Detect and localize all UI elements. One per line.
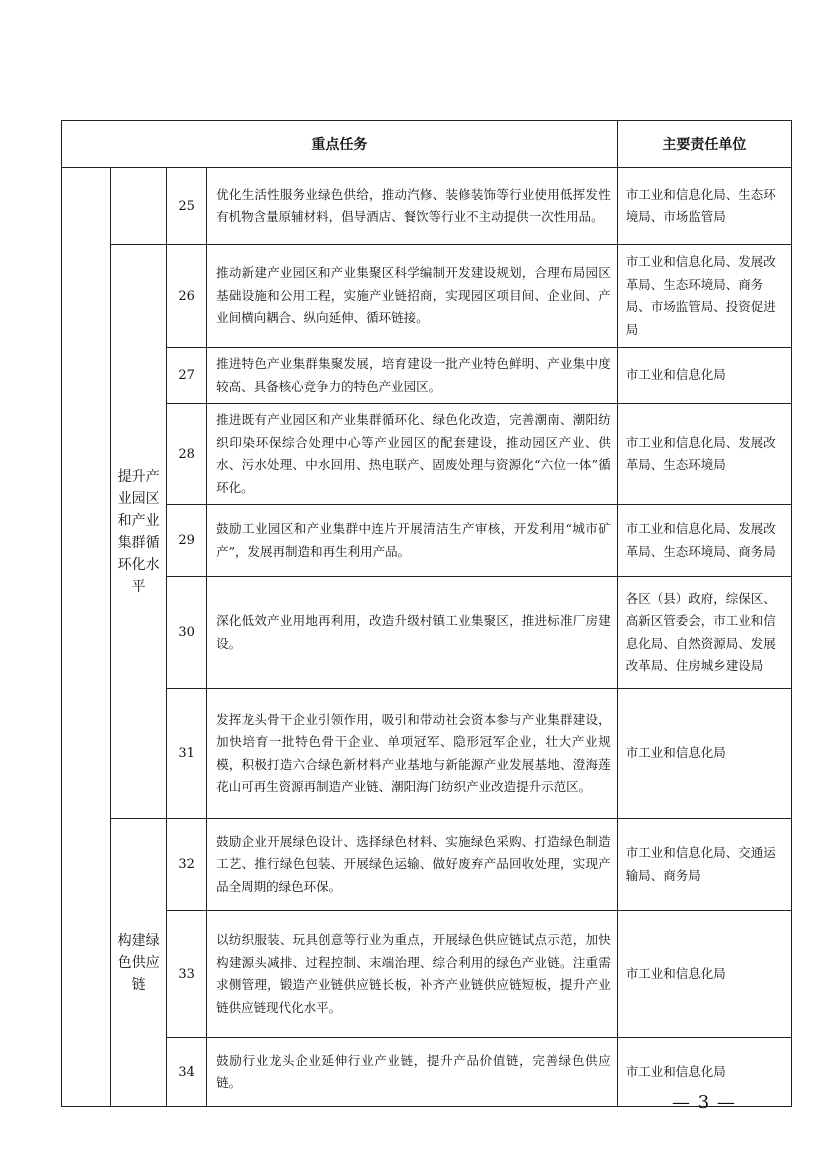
task-cell: 推动新建产业园区和产业集聚区科学编制开发建设规划，合理布局园区基础设施和公用工程，实施产业链招商，实现园区项目间、企业间、产业间横向耦合、纵向延伸、循环链接。 [207, 245, 618, 348]
row-number: 26 [167, 245, 207, 348]
unit-cell: 市工业和信息化局、发展改革局、生态环境局、商务局、市场监管局、投资促进局 [617, 245, 791, 348]
task-cell: 优化生活性服务业绿色供给，推动汽修、装修装饰等行业使用低挥发性有机物含量原辅材料，倡导酒店、餐饮等行业不主动提供一次性用品。 [207, 168, 618, 245]
row-number: 32 [167, 819, 207, 911]
task-table [61, 120, 792, 1107]
row-number: 28 [167, 404, 207, 505]
row-number: 34 [167, 1038, 207, 1107]
page-number: — 3 — [672, 1092, 736, 1113]
row-number: 27 [167, 348, 207, 404]
unit-cell: 市工业和信息化局 [617, 348, 791, 404]
category-cell: 提升产业园区和产业集群循环化水平 [111, 245, 167, 819]
table-header-row [62, 121, 792, 168]
task-cell: 发挥龙头骨干企业引领作用，吸引和带动社会资本参与产业集群建设，加快培育一批特色骨干企业、单项冠军、隐形冠军企业，壮大产业规模，积极打造六合绿色新材料产业基地与新能源产业发展基地、澄海莲花山可再生资源再制造产业链、潮阳海门纺织产业改造提升示范区。 [207, 689, 618, 819]
table-row [62, 348, 792, 404]
table-row [62, 245, 792, 348]
table-row [62, 819, 792, 911]
table-row [62, 505, 792, 577]
task-cell: 以纺织服装、玩具创意等行业为重点，开展绿色供应链试点示范，加快构建源头减排、过程控制、末端治理、综合利用的绿色产业链。注重需求侧管理，锻造产业链供应链长板，补齐产业链供应链短板，提升产业链供应链现代化水平。 [207, 911, 618, 1038]
unit-cell: 市工业和信息化局、生态环境局、市场监管局 [617, 168, 791, 245]
row-number: 30 [167, 577, 207, 689]
task-cell: 鼓励企业开展绿色设计、选择绿色材料、实施绿色采购、打造绿色制造工艺、推行绿色包装、开展绿色运输、做好废弃产品回收处理，实现产品全周期的绿色环保。 [207, 819, 618, 911]
unit-cell: 市工业和信息化局、发展改革局、生态环境局 [617, 404, 791, 505]
unit-cell: 市工业和信息化局、发展改革局、生态环境局、商务局 [617, 505, 791, 577]
row-number: 29 [167, 505, 207, 577]
header-unit: 主要责任单位 [617, 121, 791, 168]
unit-cell: 市工业和信息化局 [617, 689, 791, 819]
task-cell: 鼓励行业龙头企业延伸行业产业链，提升产品价值链，完善绿色供应链。 [207, 1038, 618, 1107]
unit-cell: 各区（县）政府，综保区、高新区管委会，市工业和信息化局、自然资源局、发展改革局、住房城乡建设局 [617, 577, 791, 689]
unit-cell: 市工业和信息化局 [617, 911, 791, 1038]
table-row [62, 577, 792, 689]
unit-cell: 市工业和信息化局、交通运输局、商务局 [617, 819, 791, 911]
task-cell: 推进既有产业园区和产业集群循环化、绿色化改造，完善潮南、潮阳纺织印染环保综合处理中心等产业园区的配套建设，推动园区产业、供水、污水处理、中水回用、热电联产、固废处理与资源化“六位一体”循环化。 [207, 404, 618, 505]
table-row [62, 168, 792, 245]
table-row [62, 911, 792, 1038]
blank-column-cell [62, 168, 111, 1107]
task-cell: 推进特色产业集群集聚发展，培育建设一批产业特色鲜明、产业集中度较高、具备核心竞争力的特色产业园区。 [207, 348, 618, 404]
row-number: 25 [167, 168, 207, 245]
unit-cell: 市工业和信息化局 [617, 1038, 791, 1107]
header-task: 重点任务 [62, 121, 618, 168]
row-number: 33 [167, 911, 207, 1038]
category-cell-empty [111, 168, 167, 245]
category-cell: 构建绿色供应链 [111, 819, 167, 1107]
task-cell: 深化低效产业用地再利用，改造升级村镇工业集聚区，推进标准厂房建设。 [207, 577, 618, 689]
task-cell: 鼓励工业园区和产业集群中连片开展清洁生产审核，开发利用“城市矿产”，发展再制造和再生利用产品。 [207, 505, 618, 577]
table-row [62, 404, 792, 505]
row-number: 31 [167, 689, 207, 819]
table-row [62, 689, 792, 819]
